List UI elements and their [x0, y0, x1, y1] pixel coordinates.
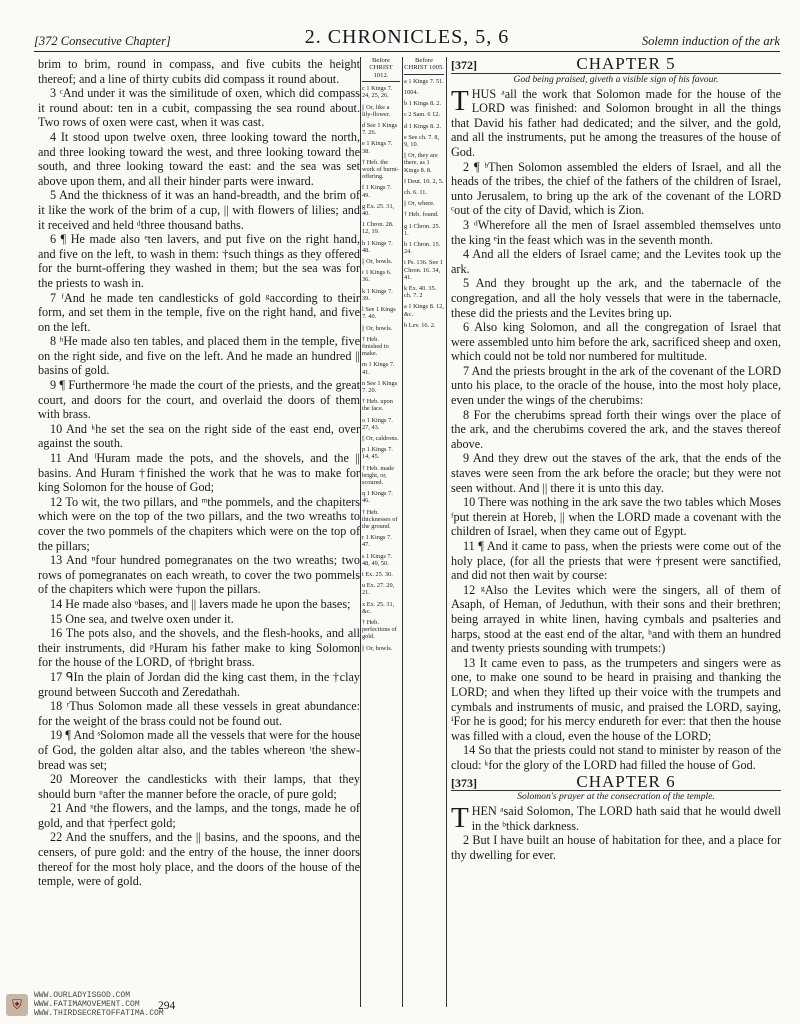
- cross-reference: q 1 Kings 7. 46.: [362, 490, 393, 505]
- running-header: [34, 26, 780, 52]
- verse: 2 ¶ ᵇThen Solomon assembled the elders of Israel, and all the heads of the tribes, the chief of the fathers of the children of Israel, unto Jerusalem, to bring up the ark of the covenant of the LORD ᶜout of the city of David, which is Zion.: [451, 159, 781, 218]
- header-right: Solemn induction of the ark: [641, 34, 780, 48]
- watermark-text: [34, 991, 164, 1018]
- chapter-summary: God being praised, giveth a visible sign of his favour.: [513, 73, 719, 85]
- cross-reference: g 1 Chron. 25. 1.: [404, 222, 441, 237]
- verse: 6 ¶ He made also ᵉten lavers, and put five on the right hand, and five on the left, to wash in them: †such things as they offered for the burnt-offering they washed in them; but the sea was for the priests to wash in.: [38, 232, 360, 290]
- cross-reference: || Or, caldrons.: [362, 434, 399, 442]
- cross-reference: † Heb. the work of burnt-offering.: [362, 158, 399, 181]
- left-text-column: [38, 57, 360, 889]
- verse: 11 ¶ And it came to pass, when the priests were come out of the holy place, (for all the priests that were †present were sanctified, and did not then wait by course:: [451, 539, 781, 583]
- header-book-title: 2. CHRONICLES, 5, 6: [304, 26, 510, 48]
- cross-reference: || Or, bowls.: [362, 258, 393, 266]
- cross-reference: † Heb. made bright, or, scoured.: [362, 464, 394, 486]
- cross-reference: r 1 Kings 7. 47.: [362, 534, 392, 549]
- cross-reference: a 1 Kings 7. 51.: [404, 77, 444, 85]
- cross-reference: † Heb. finished to make.: [362, 335, 389, 358]
- verse: 20 Moreover the candlesticks with their lamps, that they should burn ᵘafter the manner before the oracle, of pure gold;: [38, 772, 360, 801]
- cross-reference: e 1 Kings 7. 38.: [362, 140, 393, 155]
- cross-reference: c 1 Kings 7. 24, 25, 26.: [362, 85, 393, 100]
- watermark-line: WWW.FATIMAMOVEMENT.COM: [34, 1000, 140, 1009]
- right-text-column: [451, 54, 781, 862]
- verse: 4 It stood upon twelve oxen, three looking toward the north, and three looking toward the west, and three looking toward the south, and three looking toward the east: and the sea was set above upon them, and all their hinder parts were inward.: [38, 129, 360, 188]
- cross-reference: || Or, where.: [404, 200, 435, 208]
- cross-reference: || Or, bowls.: [362, 644, 393, 652]
- cross-reference: || Or, like a lily-flower.: [362, 103, 391, 118]
- before-christ-date: Before CHRIST 1005.: [404, 57, 444, 75]
- chapter-number: [373]: [451, 775, 477, 790]
- cross-reference: o 1 Kings 7. 27, 43.: [362, 416, 393, 431]
- verse: 6 Also king Solomon, and all the congregation of Israel that were assembled unto him before the ark, sacrificed sheep and oxen, which could not be told nor numbered for multitude.: [451, 320, 781, 364]
- verse: 4 And all the elders of Israel came; and the Levites took up the ark.: [451, 247, 781, 276]
- verse: 21 And ˣthe flowers, and the lamps, and the tongs, made he of gold, and that †perfect gold;: [38, 801, 360, 830]
- margin-notes-left: [362, 57, 400, 656]
- verse: 12 To wit, the two pillars, and ᵐthe pommels, and the chapiters which were on the top of the two pillars, and the two wreaths to cover the two pommels of the chapiters which were on the top of the pillars;: [38, 494, 360, 553]
- verse: 16 The pots also, and the shovels, and the flesh-hooks, and all their instruments, did ᵖHuram his father make to king Solomon for the house of the LORD, of †bright brass.: [38, 626, 360, 670]
- verse: 5 And they brought up the ark, and the tabernacle of the congregation, and all the holy vessels that were in the tabernacle, these did the priests and the Levites bring up.: [451, 276, 781, 320]
- watermark-footer: [6, 991, 164, 1018]
- chapter-number: [372]: [451, 58, 477, 72]
- verse: 22 And the snuffers, and the || basins, and the spoons, and the censers, of pure gold: and the entry of the house, the inner doors thereof for the most holy place, and the doors of the house of the temple, were of gold.: [38, 830, 360, 889]
- cross-reference: b Lev. 16. 2.: [404, 321, 436, 329]
- chapter-summary: Solomon's prayer at the consecration of the temple.: [517, 791, 715, 803]
- cross-reference: || Or, bowls.: [362, 324, 393, 332]
- verse: [451, 804, 781, 833]
- cross-reference: || Or, they are there, as 1 Kings 8. 8.: [404, 152, 438, 174]
- cross-reference: i Ps. 136. See 1 Chron. 16. 34, 41.: [404, 259, 443, 281]
- cross-reference: † Heb. perfections of gold.: [362, 619, 397, 641]
- cross-reference: † Heb. upon the face.: [362, 398, 393, 413]
- watermark-line: WWW.OURLADYISGOD.COM: [34, 991, 131, 1000]
- cross-reference: i 1 Kings 6. 36.: [362, 269, 392, 284]
- cross-reference: 1004.: [404, 89, 419, 97]
- verse: 13 And ⁿfour hundred pomegranates on the two wreaths; two rows of pomegranates on each wreath, to cover the two pommels of the chapiters which were †upon the pillars.: [38, 553, 360, 597]
- cross-reference: f 1 Kings 7. 49.: [362, 184, 392, 199]
- verse: 19 ¶ And ˢSolomon made all the vessels that were for the house of God, the golden altar also, and the tables whereon ᵗthe shew-bread was set;: [38, 728, 360, 772]
- cross-reference: m 1 Kings 7. 41.: [362, 361, 395, 376]
- margin-notes-right: [404, 57, 444, 333]
- verse: 8 For the cherubims spread forth their wings over the place of the ark, and the cherubims covered the ark, and the staves thereof above.: [451, 407, 781, 451]
- cross-reference: k 1 Kings 7. 39.: [362, 287, 393, 302]
- cross-reference: a 1 Kings 8. 12, &c.: [404, 303, 444, 318]
- verse: 7 ᶠAnd he made ten candlesticks of gold ᵍaccording to their form, and set them in the temple, five on the right hand, and five on the left.: [38, 290, 360, 334]
- verse-text: HEN ᵃsaid Solomon, The LORD hath said that he would dwell in the ᵇthick darkness.: [471, 804, 781, 833]
- verse: 3 ᶜAnd under it was the similitude of oxen, which did compass it round about: ten in a cubit, compassing the sea round about. Two rows of oxen were cast, when it was cast.: [38, 86, 360, 130]
- verse: 18 ʳThus Solomon made all these vessels in great abundance: for the weight of the brass could not be found out.: [38, 699, 360, 728]
- chapter-title: CHAPTER 6: [576, 771, 676, 791]
- cross-reference: d See 1 Kings 7. 26.: [362, 122, 398, 137]
- verse: 17 ᑫIn the plain of Jordan did the king cast them, in the †clay ground between Succoth and Zeredathah.: [38, 669, 360, 699]
- cross-reference: † Heb. thicknesses of the ground.: [362, 508, 398, 530]
- cross-reference: d 1 Kings 8. 2.: [404, 122, 442, 130]
- column-rule: [360, 57, 361, 1007]
- cross-reference: ch. 6. 11.: [404, 189, 428, 197]
- cross-reference: x Ex. 25. 31, &c.: [362, 600, 395, 615]
- page-number: 294: [158, 1000, 176, 1012]
- cross-reference: † Heb. found.: [404, 211, 439, 219]
- verse-text: HUS ᵃall the work that Solomon made for the house of the LORD was finished: and Solomon brought in all the things that David his father had dedicated; and the silver, and the gold, and all the instruments, put he among the treasures of the house of God.: [451, 86, 781, 159]
- cross-reference: p 1 Kings 7. 14, 45.: [362, 446, 393, 461]
- cross-reference: s 1 Kings 7. 48, 49, 50.: [362, 552, 393, 567]
- verse: 15 One sea, and twelve oxen under it.: [50, 611, 234, 626]
- cross-reference: t Ex. 25. 30.: [362, 570, 393, 578]
- chapter-title: CHAPTER 5: [576, 54, 676, 73]
- verse: 11 And ˡHuram made the pots, and the shovels, and the || basins. And Huram †finished the work that he was to make for king Solomon for the house of God;: [38, 451, 360, 495]
- cross-reference: h 1 Chron. 15. 24.: [404, 241, 441, 256]
- cross-reference: k Ex. 40. 35. ch. 7. 2: [404, 285, 437, 300]
- cross-reference: g Ex. 25. 31, 40.: [362, 202, 395, 218]
- drop-cap: T: [451, 84, 469, 117]
- verse: 7 And the priests brought in the ark of the covenant of the LORD unto his place, to the oracle of the house, into the most holy place, even under the wings of the cherubims:: [451, 363, 781, 408]
- verse: 10 There was nothing in the ark save the two tables which Moses ᶠput therein at Horeb, || when the LORD made a covenant with the children of Israel, when they came out of Egypt.: [451, 495, 781, 539]
- verse: 3 ᵈWherefore all the men of Israel assembled themselves unto the king ᵉin the feast which was in the seventh month.: [451, 217, 781, 247]
- column-rule: [402, 57, 403, 1007]
- verse: 14 He made also ᵒbases, and || lavers made he upon the bases;: [50, 596, 351, 611]
- before-christ-date: Before CHRIST 1012.: [362, 57, 400, 82]
- verse: [451, 84, 781, 160]
- shield-logo-icon: ⛨: [6, 994, 28, 1016]
- cross-reference: 1 Chron. 28. 12, 19.: [362, 221, 394, 236]
- header-left: [372 Consecutive Chapter]: [34, 34, 171, 48]
- verse: 13 It came even to pass, as the trumpeters and singers were as one, to make one sound to be heard in praising and thanking the LORD; and when they lifted up their voice with the trumpets and cymbals and instruments of music, and praised the LORD, saying, ⁱFor he is good; for his mercy endureth for ever: that then the house was filled with a cloud, even the house of the LORD;: [451, 655, 781, 743]
- verse: 10 And ᵏhe set the sea on the right side of the east end, over against the south.: [38, 421, 360, 451]
- verse: 9 ¶ Furthermore ⁱhe made the court of the priests, and the great court, and doors for the court, and overlaid the doors of them with brass.: [38, 378, 360, 422]
- drop-cap: T: [451, 802, 469, 835]
- verse: 14 So that the priests could not stand to minister by reason of the cloud: ᵏfor the glory of the LORD had filled the house of God.: [451, 743, 781, 772]
- chapter-5-heading: [451, 54, 781, 74]
- verse: 12 ᵍAlso the Levites which were the singers, all of them of Asaph, of Heman, of Jeduthun, with their sons and their brethren; being arrayed in white linen, having cymbals and psalteries and harps, stood at the east end of the altar, ʰand with them an hundred and twenty priests sounding with trumpets:): [451, 582, 781, 656]
- cross-reference: b 1 Kings 8. 2.: [404, 100, 442, 108]
- chapter-6-heading: [451, 771, 781, 792]
- column-rule: [446, 57, 447, 1007]
- cross-reference: h 1 Kings 7. 48.: [362, 239, 393, 254]
- verse: 9 And they drew out the staves of the ark, that the ends of the staves were seen from the ark before the oracle; but they were not seen without. And || there it is unto this day.: [451, 451, 781, 495]
- verse: brim to brim, round in compass, and five cubits the height thereof; and a line of thirty cubits did compass it round about.: [38, 57, 360, 86]
- cross-reference: u Ex. 27. 20, 21.: [362, 582, 395, 597]
- cross-reference: l See 1 Kings 7. 40.: [362, 306, 396, 321]
- verse: 5 And the thickness of it was an hand-breadth, and the brim of it like the work of the brim of a cup, || with flowers of lilies; and it received and held ᵈthree thousand baths.: [38, 188, 360, 232]
- watermark-line: WWW.THIRDSECRETOFFATIMA.COM: [34, 1009, 164, 1018]
- verse: 8 ʰHe made also ten tables, and placed them in the temple, five on the right side, and five on the left. And he made an hundred || basins of gold.: [38, 334, 360, 378]
- cross-reference: c 2 Sam. 6 12.: [404, 111, 441, 119]
- cross-reference: n See 1 Kings 7. 20.: [362, 379, 398, 394]
- cross-reference: e See ch. 7. 8, 9, 10.: [404, 133, 440, 149]
- verse: 2 But I have built an house of habitation for thee, and a place for thy dwelling for ever.: [451, 833, 781, 862]
- cross-reference: f Deut. 10. 2, 5.: [404, 177, 444, 185]
